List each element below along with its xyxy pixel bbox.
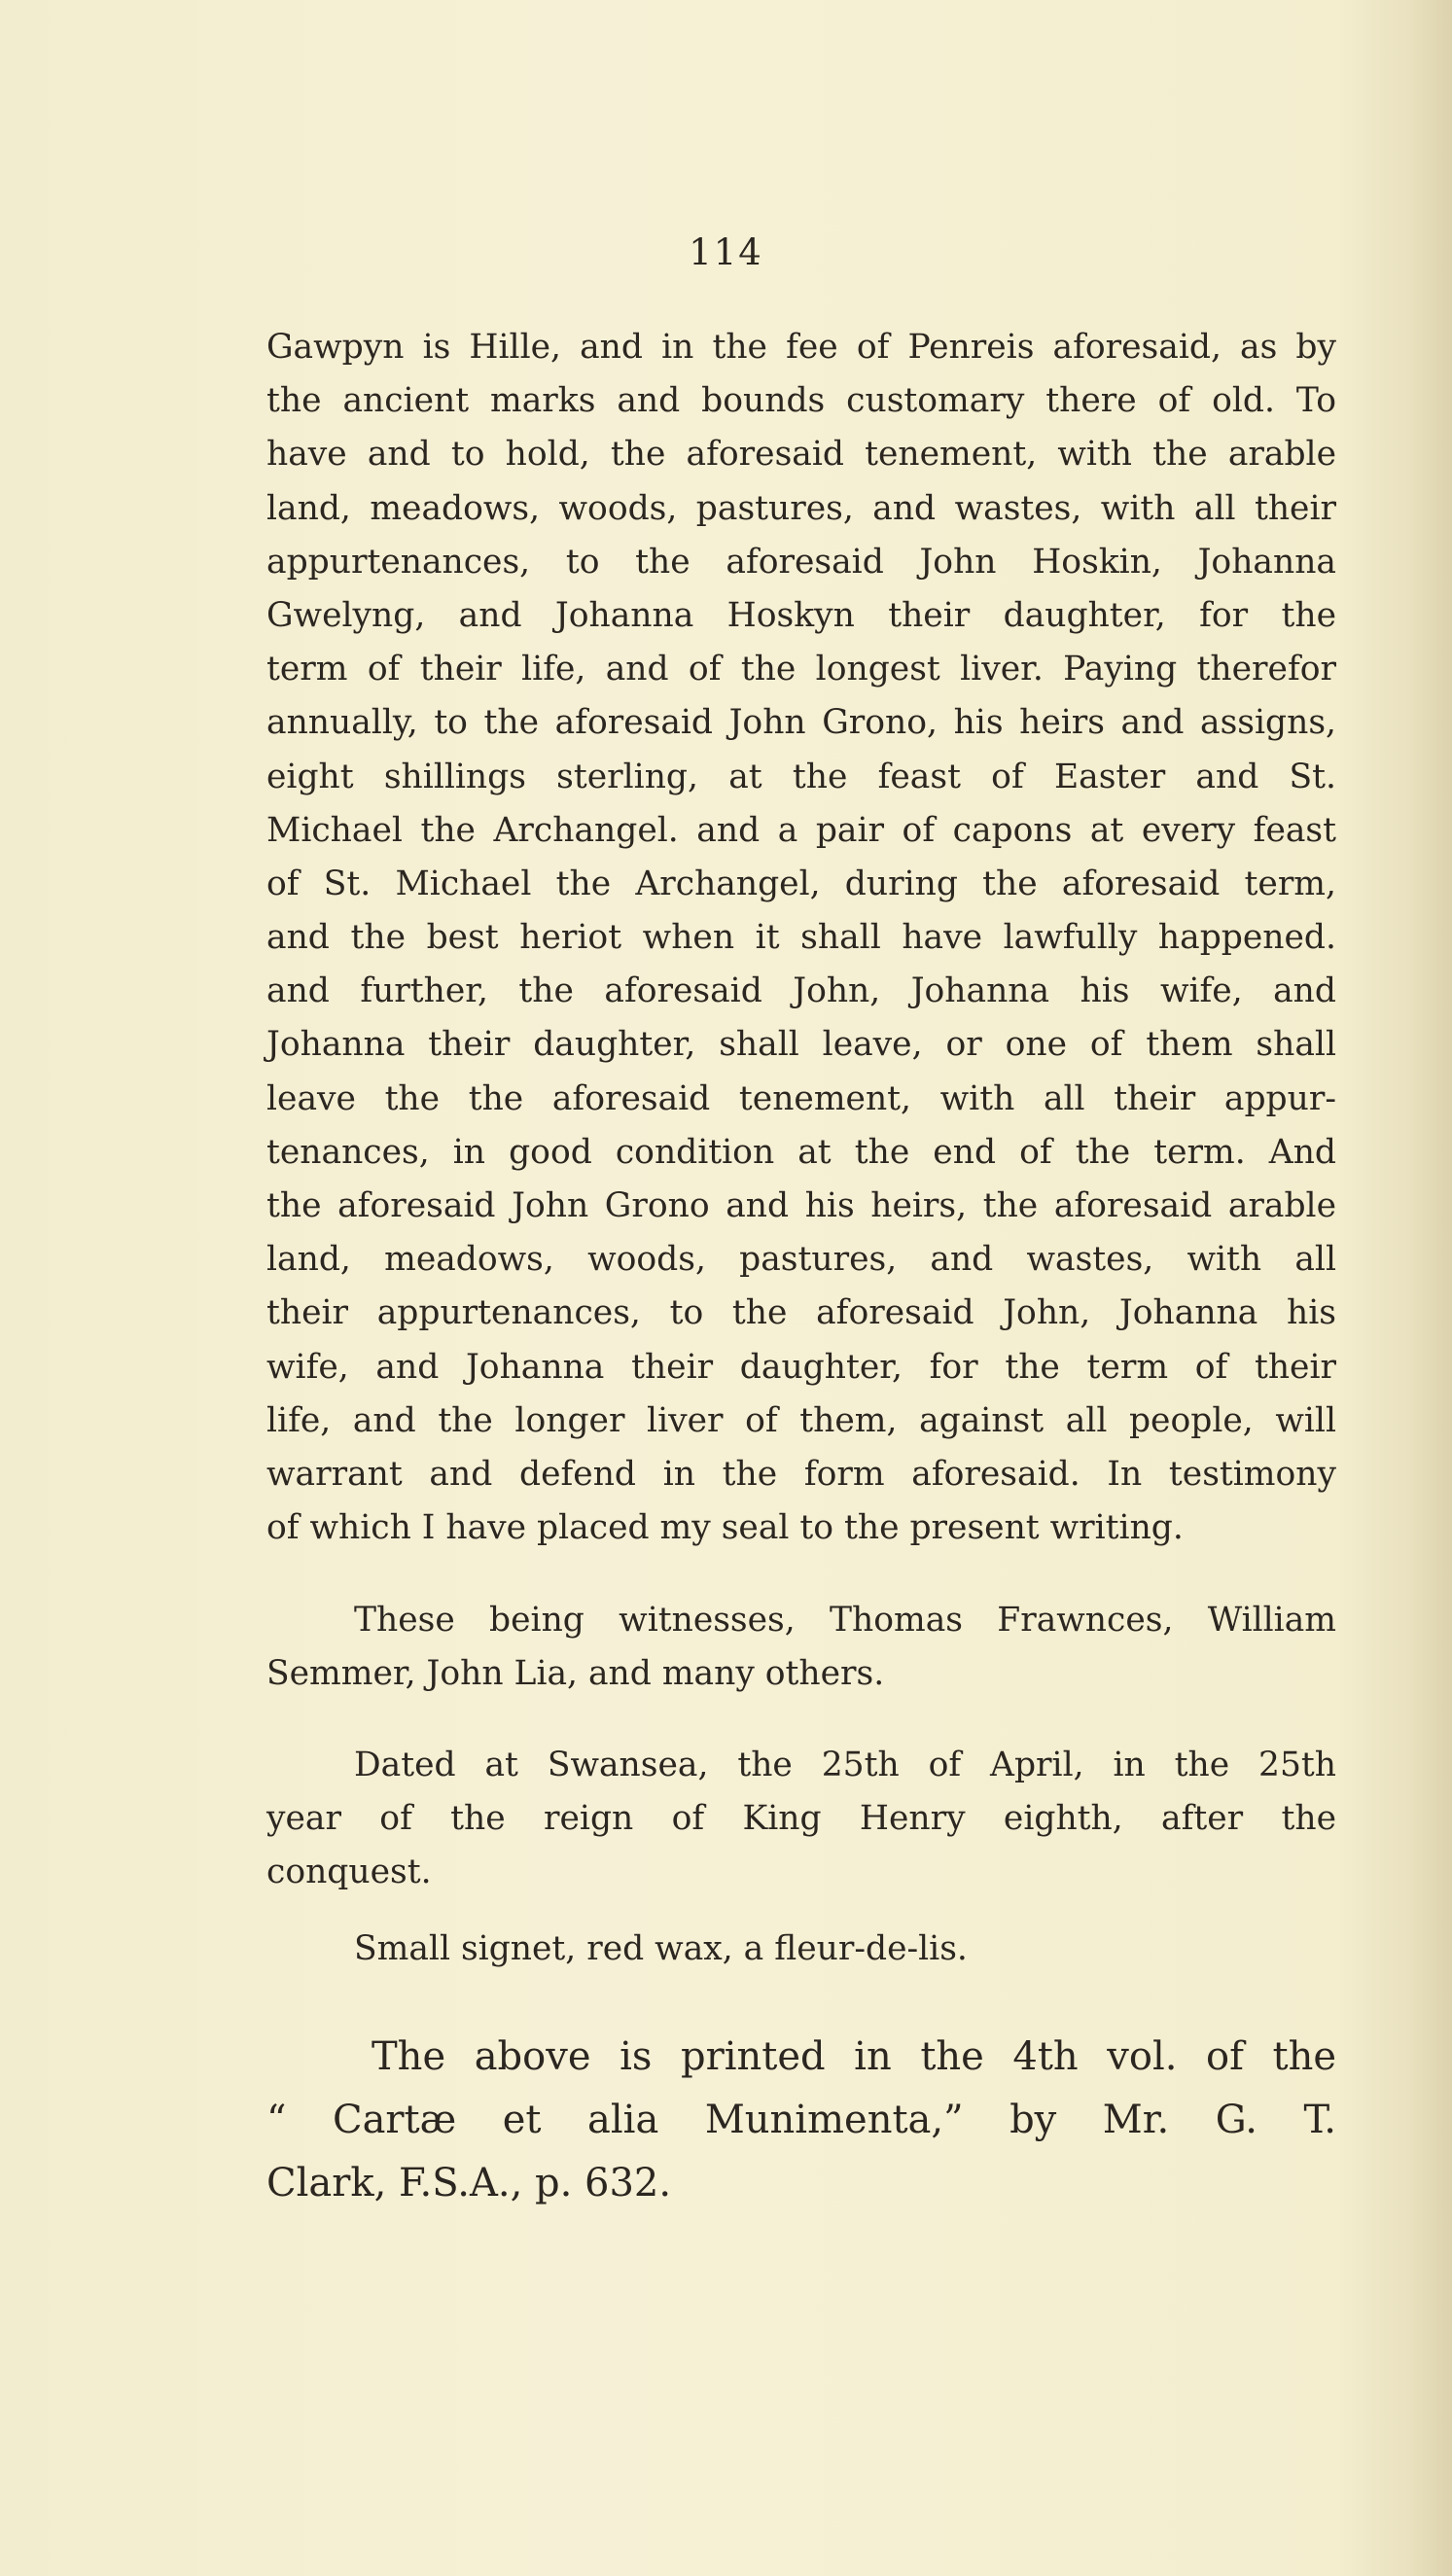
text-line: The above is printed in the 4th vol. of the [372,2034,1336,2079]
text-line: wife, and Johanna their daughter, for the term of their [266,1347,1336,1387]
text-line: and the best heriot when it shall have lawfully happened. [266,918,1336,958]
text-line: Dated at Swansea, the 25th of April, in the 25th [354,1746,1336,1784]
text-line: warrant and defend in the form aforesaid. In testimony [266,1454,1336,1494]
text-line: appurtenances, to the aforesaid John Hoskin, Johanna [266,542,1336,582]
text-line: leave the the aforesaid tenement, with all their appur- [266,1078,1336,1118]
text-line: year of the reign of King Henry eighth, after the [266,1799,1336,1839]
text-line: their appurtenances, to the aforesaid John, Johanna his [266,1293,1336,1333]
text-line: Johanna their daughter, shall leave, or one of them shall [266,1025,1336,1065]
text-line: “ Cartæ et alia Munimenta,” by Mr. G. T. [266,2098,1336,2142]
text-line: land, meadows, woods, pastures, and wastes, with all their [266,488,1336,528]
text-line: of St. Michael the Archangel, during the aforesaid term, [266,864,1336,903]
text-line: Clark, F.S.A., p. 632. [266,2161,672,2205]
text-line: have and to hold, the aforesaid tenement, with the arable [266,435,1336,475]
text-line: These being witnesses, Thomas Frawnces, William [354,1601,1336,1640]
text-line: Semmer, John Lia, and many others. [266,1654,885,1694]
publication-note [266,2026,1336,2215]
text-line: conquest. [266,1853,432,1892]
seal-description: Small signet, red wax, a fleur-de-lis. [354,1929,968,1968]
text-line: the aforesaid John Grono and his heirs, the aforesaid arable [266,1186,1336,1225]
text-line: term of their life, and of the longest liver. Paying therefor [266,650,1336,689]
text-line: of which I have placed my seal to the present writing. [266,1508,1184,1548]
main-paragraph [266,321,1336,1555]
text-line: life, and the longer liver of them, against all people, will [266,1400,1336,1440]
dated-paragraph [266,1739,1336,1900]
page-number: 114 [689,231,763,273]
text-line: Michael the Archangel. and a pair of capons at every feast [266,810,1336,850]
witnesses-paragraph [266,1594,1336,1701]
text-line: annually, to the aforesaid John Grono, his heirs and assigns, [266,703,1336,743]
text-line: eight shillings sterling, at the feast of Easter and St. [266,757,1336,796]
text-line: Gawpyn is Hille, and in the fee of Penreis aforesaid, as by [266,328,1336,367]
text-line: and further, the aforesaid John, Johanna his wife, and [266,971,1336,1011]
text-line: Gwelyng, and Johanna Hoskyn their daughter, for the [266,595,1336,635]
text-line: tenances, in good condition at the end of the term. And [266,1132,1336,1172]
text-line: the ancient marks and bounds customary there of old. To [266,381,1336,421]
text-line: land, meadows, woods, pastures, and wastes, with all [266,1240,1336,1280]
